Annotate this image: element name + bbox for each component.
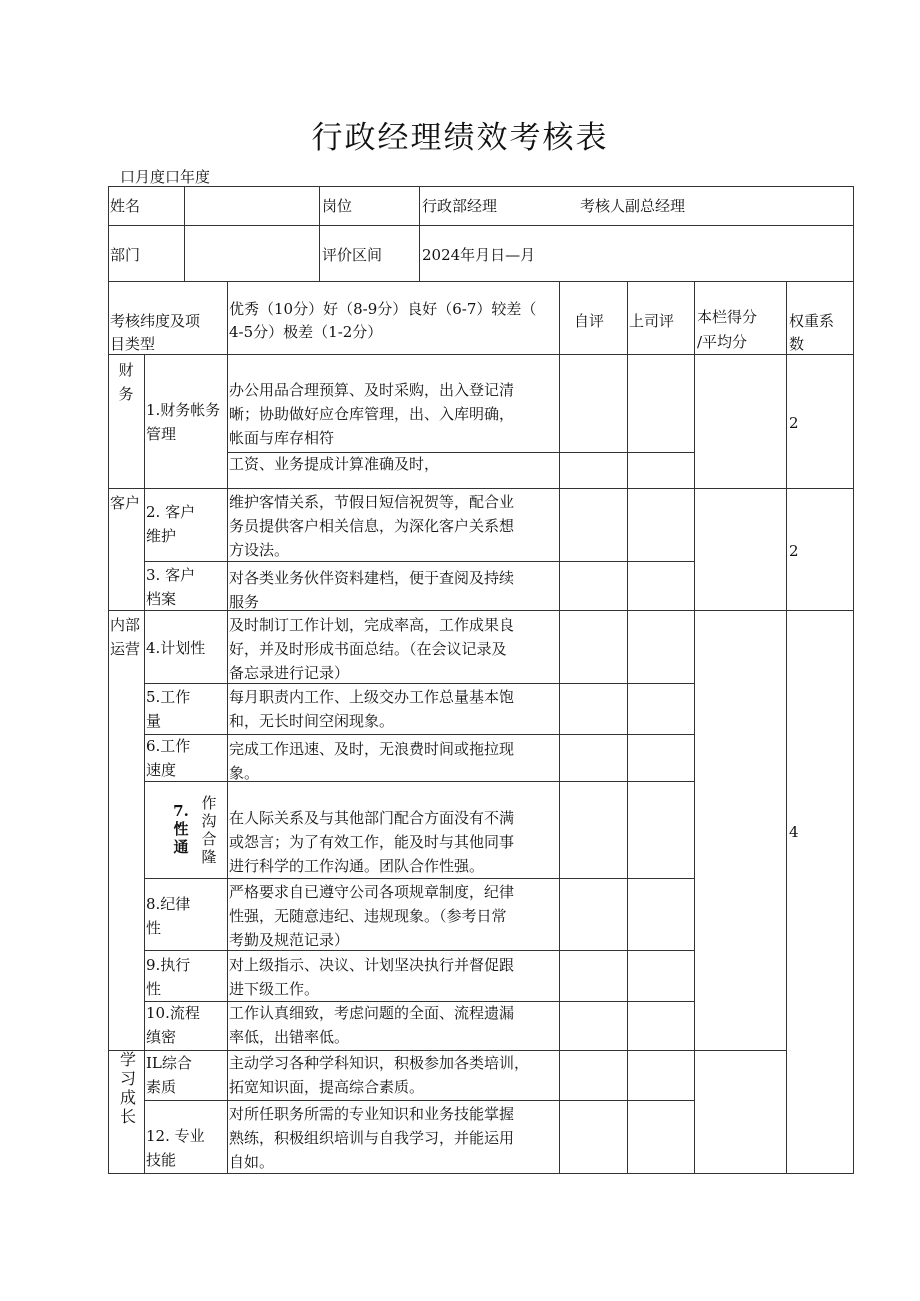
criteria-9: [229, 953, 514, 1001]
criteria-line: 性强，无随意违纪、违规现象。（参考日常: [229, 907, 507, 925]
criteria-11: [229, 1051, 529, 1099]
interval-label: 评价区间: [322, 246, 383, 264]
criteria-7: [229, 806, 514, 878]
criteria-line: 和，无长时间空闲现象。: [229, 712, 395, 730]
criteria-2: [229, 490, 514, 562]
item-line: 量: [146, 712, 162, 730]
criteria-line: 进下级工作。: [229, 980, 320, 998]
group-line: 内部: [110, 616, 141, 634]
criteria-line: 对各类业务伙伴资料建档，便于查阅及持续: [229, 569, 515, 587]
criteria-1b: 工资、业务提成计算准确及时，: [229, 455, 440, 473]
interval-value: 2024年月日—月: [422, 246, 536, 264]
item-line: 10.流程: [146, 1004, 200, 1022]
name-label: 姓名: [110, 197, 141, 215]
item-finance-accounts: [146, 398, 226, 446]
group-operations: [110, 613, 140, 661]
item-execution: [146, 953, 190, 1001]
criteria-5: [229, 685, 514, 733]
criteria-line: 或怨言；为了有效工作，能及时与其他同事: [229, 833, 515, 851]
group-learning: 学习成长: [119, 1050, 136, 1126]
item-workload: [146, 685, 190, 733]
criteria-10: [229, 1001, 514, 1049]
col-dimension: 考核纬度及项: [110, 312, 201, 330]
criteria-line: 严格要求自已遵守公司各项规章制度，纪律: [229, 883, 515, 901]
criteria-line: 拓宽知识面，提高综合素质。: [229, 1078, 425, 1096]
criteria-line: 进行科学的工作沟通。团队合作性强。: [229, 857, 485, 875]
item-customer-maintain: [146, 500, 195, 548]
criteria-line: 务员提供客户相关信息，为深化客户关系想: [229, 517, 515, 535]
item-line: 性: [146, 919, 162, 937]
item-speed: [146, 734, 190, 782]
criteria-line: 象。: [229, 764, 260, 782]
item-communication-num: 7.性通: [173, 802, 189, 856]
group-finance: 财务: [118, 361, 134, 403]
criteria-8: [229, 880, 514, 952]
criteria-line: 及时制订工作计划，完成率高，工作成果良: [229, 616, 515, 634]
col-score: 本栏得分: [697, 308, 758, 326]
criteria-line: 主动学习各种学科知识，积极参加各类培训，: [229, 1054, 530, 1072]
item-line: 12. 专业: [146, 1127, 205, 1145]
item-finance-accounts-text: 1.财务帐务管理: [146, 401, 221, 443]
criteria-line: 对所任职务所需的专业知识和业务技能掌握: [229, 1105, 515, 1123]
criteria-line: 在人际关系及与其他部门配合方面没有不满: [229, 809, 515, 827]
col-scale: 优秀（10分）好（8-9分）良好（6-7）较差（: [229, 300, 537, 318]
group-customer: 客户: [110, 494, 141, 512]
item-line: 5.工作: [146, 688, 191, 706]
col-weight-2: 数: [789, 335, 805, 353]
criteria-line: 备忘录进行记录）: [229, 664, 350, 682]
page-title: 行政经理绩效考核表: [311, 120, 609, 156]
criteria-line: 服务: [229, 593, 260, 611]
item-process: [146, 1001, 200, 1049]
col-superior: 上司评: [629, 312, 675, 330]
col-self: 自评: [574, 312, 605, 330]
criteria-4: [229, 613, 514, 685]
self-score-cell[interactable]: [561, 356, 626, 1172]
col-score-2: /平均分: [697, 333, 748, 351]
criteria-line: 方设法。: [229, 541, 290, 559]
item-line: 6.工作: [146, 737, 191, 755]
item-overall-quality: [146, 1051, 192, 1099]
dept-label: 部门: [110, 246, 141, 264]
post-value: 行政部经理: [422, 197, 498, 215]
weight-finance: 2: [789, 414, 799, 432]
criteria-1a: [229, 378, 514, 450]
item-line: 技能: [146, 1151, 177, 1169]
item-line: IL综合: [146, 1054, 192, 1072]
criteria-line: 每月职责内工作、上级交办工作总量基本饱: [229, 688, 515, 706]
item-line: 性: [146, 980, 162, 998]
criteria-line: 维护客情关系，节假日短信祝贺等，配合业: [229, 493, 515, 511]
criteria-line: 考勤及规范记录）: [229, 931, 350, 949]
item-line: 8.纪律: [146, 895, 191, 913]
col-scale-2: 4-5分）极差（1-2分）: [229, 323, 383, 341]
criteria-line: 对上级指示、决议、计划坚决执行并督促跟: [229, 956, 515, 974]
item-line: 素质: [146, 1078, 177, 1096]
assessor-value: 考核人副总经理: [580, 197, 686, 215]
weight-customer: 2: [789, 542, 799, 560]
criteria-line: 晰；协助做好应仓库管理，出、入库明确，: [229, 405, 515, 423]
superior-score-cell[interactable]: [629, 356, 693, 1172]
item-communication-b: 合隆: [201, 830, 217, 866]
criteria-6: [229, 737, 514, 785]
item-customer-archive: [146, 563, 195, 611]
criteria-3: [229, 566, 514, 614]
criteria-line: 帐面与库存相符: [229, 429, 335, 447]
item-planning: 4.计划性: [146, 639, 206, 657]
item-line: 缜密: [146, 1028, 177, 1046]
item-line: 9.执行: [146, 956, 191, 974]
name-field[interactable]: [186, 188, 318, 224]
criteria-line: 办公用品合理预算、及时采购，出入登记清: [229, 381, 515, 399]
criteria-12: [229, 1102, 514, 1174]
item-discipline: [146, 892, 190, 940]
item-line: 2. 客户: [146, 503, 196, 521]
item-line: 维护: [146, 527, 177, 545]
criteria-line: 好，并及时形成书面总结。（在会议记录及: [229, 640, 507, 658]
item-communication-a: 作沟: [201, 794, 217, 830]
col-dimension-2: 目类型: [110, 335, 156, 353]
criteria-line: 自如。: [229, 1153, 275, 1171]
item-professional-skill: [146, 1124, 205, 1172]
criteria-line: 工作认真细致，考虑问题的全面、流程遗漏: [229, 1004, 515, 1022]
item-line: 速度: [146, 761, 177, 779]
criteria-line: 率低，出错率低。: [229, 1028, 350, 1046]
item-line: 档案: [146, 590, 177, 608]
col-weight: 权重系: [789, 312, 835, 330]
dept-field[interactable]: [186, 227, 318, 280]
weight-operations: 4: [789, 823, 799, 841]
post-label: 岗位: [322, 197, 353, 215]
group-line: 运营: [110, 640, 141, 658]
item-line: 3. 客户: [146, 566, 196, 584]
criteria-line: 熟练，积极组织培训与自我学习，并能运用: [229, 1129, 515, 1147]
period-selector[interactable]: 口月度口年度: [120, 168, 211, 186]
criteria-line: 完成工作迅速、及时，无浪费时间或拖拉现: [229, 740, 515, 758]
